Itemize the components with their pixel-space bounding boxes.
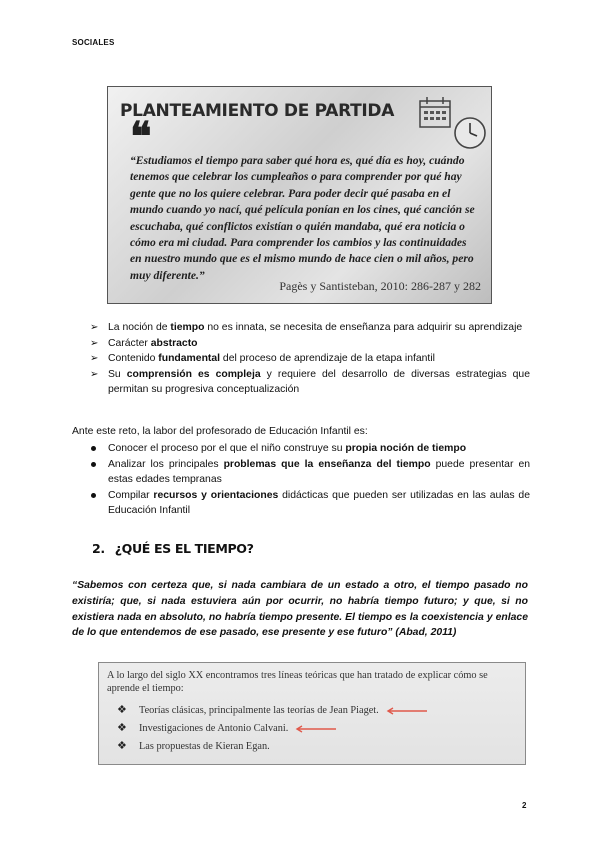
quote-mark-icon: ❝: [130, 113, 152, 160]
list-item-bold: fundamental: [158, 353, 221, 364]
arrow-bullet-icon: ➢: [90, 337, 99, 349]
diamond-bullet-icon: ❖: [117, 722, 127, 734]
list-item-bold: tiempo: [170, 322, 205, 333]
list-item: [90, 351, 530, 367]
list-item-text: Compilar: [108, 489, 154, 501]
theories-intro: A lo largo del siglo XX encontramos tres líneas teóricas que han tratado de explicar cómo se aprende el tiempo:: [107, 670, 488, 694]
list-item-bold: abstracto: [150, 337, 198, 349]
list-item-text: Analizar los principales: [108, 458, 224, 470]
theory-text: Las propuestas de Kieran Egan.: [139, 741, 270, 752]
bullet-dot-icon: [91, 493, 96, 498]
clock-icon: [455, 118, 485, 148]
arrow-bullet-list: [90, 320, 530, 398]
list-item-text: didácticas que pueden ser utilizadas en las aulas de Educación Infantil: [108, 489, 530, 516]
calendar-icon: [420, 97, 450, 127]
list-item-text: del proceso de aprendizaje de la etapa infantil: [220, 353, 435, 364]
card-quote-text: “Estudiamos el tiempo para saber qué hora es, qué día es hoy, cuándo tenemos que celebrar los cumpleaños o para comprender por qué hay gente que no los quiere celebrar. Para poder decir qué pasaba en el mundo cuando yo nací, qué película ponían en los cines, qué canción se escuchaba, qué conflictos existían o quién mandaba, qué era noticia o cómo era mi ciudad. Para comprender los cambios y las continuidades en nuestro mundo que es el mismo mundo de hace cien o mil años, pero muy diferente.”: [130, 154, 475, 282]
calendar-clock-icon: [418, 95, 490, 159]
arrow-bullet-icon: ➢: [90, 368, 99, 380]
theory-text: Teorías clásicas, principalmente las teorías de Jean Piaget.: [139, 705, 379, 716]
list-item: [90, 488, 530, 519]
card-title: PLANTEAMIENTO DE PARTIDA: [120, 101, 395, 121]
list-item-text: Conocer el proceso por el que el niño construye su: [108, 443, 346, 454]
section-heading: [92, 541, 254, 556]
list-item-text: no es innata, se necesita de enseñanza para adquirir su aprendizaje: [204, 322, 523, 333]
list-item-text: Contenido: [108, 353, 159, 364]
quote-card-image: [107, 86, 492, 304]
list-item: [90, 367, 530, 398]
page-header: SOCIALES: [72, 38, 115, 47]
list-item: [90, 336, 530, 352]
diamond-bullet-icon: ❖: [117, 740, 127, 752]
list-item-bold: propia noción de tiempo: [345, 443, 467, 454]
bullet-dot-icon: [91, 462, 96, 467]
list-item: [90, 320, 530, 336]
abad-quote: “Sabemos con certeza que, si nada cambiara de un estado a otro, el tiempo pasado no existiría; que, si nada estuviera aún por ocurrir, no habría tiempo futuro; y que, si no existiera nada en absoluto, no habría tiempo presente. El tiempo es la coexistencia y enlace de lo que entendemos de ese pasado, ese presente y ese futuro” (Abad, 2011): [72, 580, 528, 639]
list-item: [90, 457, 530, 488]
theories-image-box: [98, 662, 526, 765]
section-title-text: ¿QUÉ ES EL TIEMPO?: [114, 541, 254, 556]
list-item-text: La noción de: [108, 322, 171, 333]
card-citation: Pagès y Santisteban, 2010: 286-287 y 282: [279, 279, 481, 293]
section-number: 2.: [92, 541, 105, 556]
list-item-bold: recursos y orientaciones: [153, 489, 279, 501]
page-number: 2: [522, 801, 527, 810]
list-item: [117, 721, 336, 734]
intro-paragraph: Ante este reto, la labor del profesorado de Educación Infantil es:: [72, 426, 368, 437]
arrow-bullet-icon: ➢: [90, 353, 99, 364]
diamond-bullet-icon: ❖: [117, 704, 127, 716]
red-arrow-icon: [385, 707, 427, 715]
list-item-text: Carácter: [108, 337, 151, 349]
list-item-text: puede presentar en estas edades tempranas: [108, 458, 530, 485]
dot-bullet-list: [90, 441, 530, 519]
list-item-text: y requiere del desarrollo de diversas estrategias que permitan su progresiva conceptualización: [108, 368, 530, 395]
list-item: [117, 739, 270, 752]
list-item: [117, 703, 427, 716]
list-item-text: Su: [108, 368, 127, 380]
theory-text: Investigaciones de Antonio Calvani.: [139, 723, 289, 734]
list-item-bold: problemas que la enseñanza del tiempo: [223, 458, 431, 470]
bullet-dot-icon: [91, 446, 96, 451]
list-item: [90, 441, 530, 457]
list-item-bold: comprensión es compleja: [126, 368, 261, 380]
red-arrow-icon: [294, 725, 336, 733]
arrow-bullet-icon: ➢: [90, 322, 99, 333]
